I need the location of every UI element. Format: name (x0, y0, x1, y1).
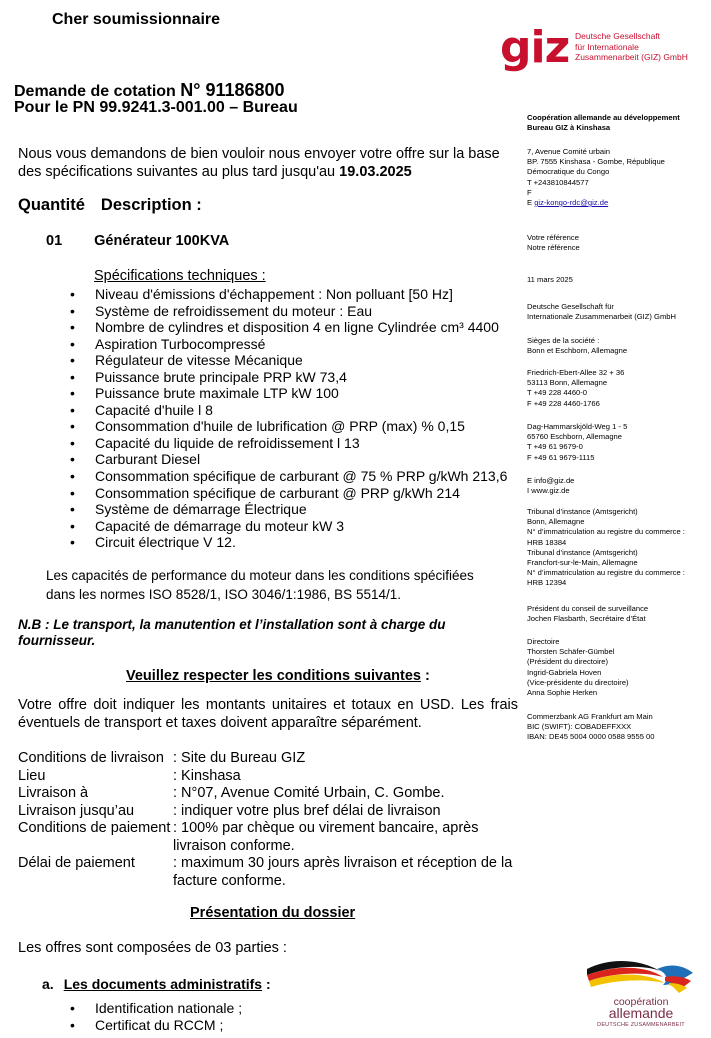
contact-line: I www.giz.de (527, 486, 570, 496)
intro-line (18, 164, 500, 182)
admin-letter: a. (42, 976, 54, 992)
direction-line: Thorsten Schäfer-Gümbel (527, 647, 615, 657)
spec-item: • Consommation spécifique de carburant @ PRP g/kWh 214 (70, 485, 507, 502)
spec-item: • Puissance brute maximale LTP kW 100 (70, 385, 507, 402)
offer-text: Votre offre doit indiquer les montants unitaires et totaux en USD. Les frais éventuels de transport et taxes doivent apparaître séparément. (18, 697, 518, 731)
spec-item: • Consommation spécifique de carburant @ 75 % PRP g/kWh 213,6 (70, 468, 507, 485)
tribunal-line: HRB 12394 (527, 578, 567, 588)
condition-row (18, 803, 523, 821)
admin-heading-text: Les documents administratifs (63, 976, 263, 992)
spec-item: • Niveau d'émissions d'échappement : Non polluant [50 Hz] (70, 286, 507, 303)
spec-item: • Circuit électrique V 12. (70, 534, 507, 551)
giz-logo-subtitle (575, 31, 688, 63)
bonn-line: Friedrich-Ebert-Allee 32 + 36 (527, 368, 625, 377)
giz-logo-line: Zusammenarbeit (GIZ) GmbH (575, 52, 688, 62)
spec-item: • Nombre de cylindres et disposition 4 en ligne Cylindrée cm³ 4400 (70, 319, 507, 336)
tribunal-line: Francfort-sur-le-Main, Allemagne (527, 558, 638, 568)
sidebar-org-name: Coopération allemande au développement (527, 113, 680, 122)
flag-ribbon-icon (585, 955, 695, 999)
nb-note (18, 617, 446, 648)
admin-documents-list (70, 1000, 242, 1034)
direction-line: Anna Sophie Herken (527, 688, 598, 698)
conditions-table (18, 750, 523, 890)
quotation-number: N° 91186800 (180, 80, 285, 100)
condition-row (18, 855, 523, 890)
spec-item: • Aspiration Turbocompressé (70, 336, 507, 353)
tribunal-line: N° d’immatriculation au registre du commerce : (527, 568, 685, 578)
item-name: Générateur 100KVA (94, 233, 230, 249)
spec-item: • Capacité d'huile l 8 (70, 402, 507, 419)
spec-item: • Puissance brute principale PRP kW 73,4 (70, 369, 507, 386)
description-heading: Description : (100, 196, 202, 214)
email-link[interactable]: giz-kongo-rdc@giz.de (534, 198, 609, 208)
cooperation-logo-text (593, 997, 689, 1030)
intro-line: Nous vous demandons de bien vouloir nous envoyer votre offre sur la base (18, 146, 500, 162)
sidebar-bank (527, 712, 655, 743)
bonn-line: T +49 228 4460-0 (527, 388, 588, 398)
your-reference: Votre référence (527, 233, 579, 242)
sidebar-references (527, 233, 580, 253)
table-heading (18, 196, 202, 215)
spec-item: • Système de refroidissement du moteur : Eau (70, 303, 507, 320)
performance-note (46, 567, 474, 604)
spec-item: • Capacité de démarrage du moteur kW 3 (70, 518, 507, 535)
email-label: E (527, 198, 535, 208)
sidebar-company (527, 302, 676, 322)
sidebar-office-name: Bureau GIZ à Kinshasa (527, 123, 611, 133)
condition-value: : maximum 30 jours après livraison et réception de la facture conforme. (173, 855, 513, 889)
our-reference: Notre référence (527, 243, 580, 253)
giz-logo-line: für Internationale (575, 41, 639, 52)
spec-item: • Régulateur de vitesse Mécanique (70, 352, 507, 369)
condition-key: Lieu (18, 767, 46, 784)
deadline-date: 19.03.2025 (339, 163, 412, 180)
direction-line: Directoire (527, 637, 560, 646)
specs-list (70, 286, 507, 551)
address-line: BP. 7555 Kinshasa - Gombe, République (527, 157, 665, 167)
admin-item: • Identification nationale ; (70, 1000, 242, 1017)
conditions-heading-text: Veuillez respecter les conditions suivantes (126, 668, 421, 684)
direction-line: Ingrid-Gabriela Hoven (527, 667, 602, 677)
giz-wordmark: giz (500, 22, 570, 73)
seats-line: Sièges de la société : (527, 336, 600, 345)
eschborn-line: Dag-Hammarskjöld-Weg 1 - 5 (527, 422, 628, 431)
sidebar-tribunal (527, 507, 685, 589)
contact-line: E info@giz.de (527, 476, 575, 485)
direction-line: (Président du directoire) (527, 657, 609, 667)
spec-item: • Consommation d'huile de lubrification @ PRP (max) % 0,15 (70, 418, 507, 435)
tribunal-line: Bonn, Allemagne (527, 517, 585, 527)
spec-item: • Système de démarrage Électrique (70, 501, 507, 518)
address-line: 7, Avenue Comité urbain (527, 147, 611, 156)
performance-line: dans les normes ISO 8528/1, ISO 3046/1:1986, BS 5514/1. (46, 586, 401, 602)
giz-logo-line: Deutsche Gesellschaft (575, 31, 661, 41)
quantity-heading: Quantité (18, 196, 85, 214)
sidebar-eschborn-address (527, 422, 627, 463)
giz-logo (500, 22, 688, 74)
document-date: 11 mars 2025 (527, 275, 573, 284)
phone-line: T +243810844577 (527, 177, 589, 187)
condition-key: Délai de paiement (18, 855, 135, 871)
conditions-heading (126, 668, 430, 684)
board-line: Jochen Flasbarth, Secrétaire d’État (527, 614, 646, 624)
bonn-line: F +49 228 4460-1766 (527, 398, 600, 408)
condition-key: Livraison jusqu’au (18, 802, 135, 819)
intro-text (18, 146, 500, 181)
condition-key: Livraison à (18, 785, 89, 801)
seats-line: Bonn et Eschborn, Allemagne (527, 346, 628, 356)
condition-value: : N°07, Avenue Comité Urbain, C. Gombe. (173, 785, 445, 801)
cooperation-allemande-logo (585, 955, 695, 1027)
board-line: Président du conseil de surveillance (527, 604, 649, 613)
sidebar-org (527, 113, 680, 133)
spec-item: • Carburant Diesel (70, 451, 507, 468)
condition-row (18, 750, 523, 768)
sidebar-board (527, 604, 648, 624)
bonn-line: 53113 Bonn, Allemagne (527, 378, 608, 388)
coop-logo-subline: DEUTSCHE ZUSAMMENARBEIT (597, 1022, 685, 1028)
item-line (46, 233, 229, 249)
condition-row (18, 820, 523, 855)
tribunal-line: HRB 18384 (527, 537, 567, 547)
bank-line: IBAN: DE45 5004 0000 0588 9555 00 (527, 732, 655, 742)
item-quantity: 01 (46, 233, 63, 249)
condition-key: Conditions de paiement (18, 820, 171, 836)
direction-line: (Vice-présidente du directoire) (527, 677, 629, 687)
eschborn-line: T +49 61 9679-0 (527, 442, 583, 452)
project-number: Pour le PN 99.9241.3-001.00 – Bureau (14, 99, 298, 116)
tribunal-line: N° d’immatriculation au registre du commerce : (527, 527, 685, 537)
conditions-heading-suffix: : (420, 668, 430, 684)
company-line: Deutsche Gesellschaft für (527, 302, 614, 311)
nb-line: fournisseur. (18, 632, 96, 648)
fax-line: F (527, 187, 532, 197)
company-line: Internationale Zusammenarbeit (GIZ) GmbH (527, 312, 676, 322)
sidebar-seats (527, 336, 627, 356)
spec-item: • Capacité du liquide de refroidissement l 13 (70, 435, 507, 452)
sidebar-direction (527, 637, 629, 698)
bank-line: BIC (SWIFT): COBADEFFXXX (527, 722, 632, 732)
sidebar-contact (527, 476, 574, 496)
specs-title: Spécifications techniques : (94, 268, 266, 284)
admin-heading-suffix: : (262, 976, 271, 992)
condition-value: : Kinshasa (173, 767, 241, 784)
coop-logo-line: coopération (613, 996, 669, 1008)
condition-row (18, 768, 523, 786)
quotation-title (14, 80, 285, 101)
admin-item: • Certificat du RCCM ; (70, 1017, 242, 1034)
offer-parts-text: Les offres sont composées de 03 parties : (18, 940, 287, 956)
title-prefix: Demande de cotation (14, 83, 181, 100)
intro-line-text: des spécifications suivantes au plus tard jusqu'au (18, 163, 340, 180)
sidebar-address (527, 147, 665, 208)
nb-line: N.B : Le transport, la manutention et l’installation sont à charge du (18, 617, 446, 632)
eschborn-line: F +49 61 9679-1115 (527, 452, 595, 462)
condition-value: : indiquer votre plus bref délai de livraison (173, 802, 441, 819)
tribunal-line: Tribunal d’instance (Amtsgericht) (527, 547, 638, 557)
sidebar-bonn-address (527, 368, 624, 409)
address-line: Démocratique du Congo (527, 167, 610, 177)
condition-value: : Site du Bureau GIZ (173, 750, 306, 766)
dossier-heading: Présentation du dossier (190, 905, 356, 921)
condition-key: Conditions de livraison (18, 750, 164, 766)
performance-line: Les capacités de performance du moteur dans les conditions spécifiées (46, 568, 474, 583)
tribunal-line: Tribunal d’instance (Amtsgericht) (527, 507, 638, 516)
condition-value: : 100% par chèque ou virement bancaire, après livraison conforme. (173, 820, 479, 854)
email-line (527, 198, 665, 208)
admin-documents-heading (42, 976, 271, 992)
eschborn-line: 65760 Eschborn, Allemagne (527, 432, 622, 442)
salutation: Cher soumissionnaire (52, 11, 221, 28)
coop-logo-line: allemande (608, 1005, 674, 1021)
condition-row (18, 785, 523, 803)
bank-line: Commerzbank AG Frankfurt am Main (527, 712, 653, 721)
